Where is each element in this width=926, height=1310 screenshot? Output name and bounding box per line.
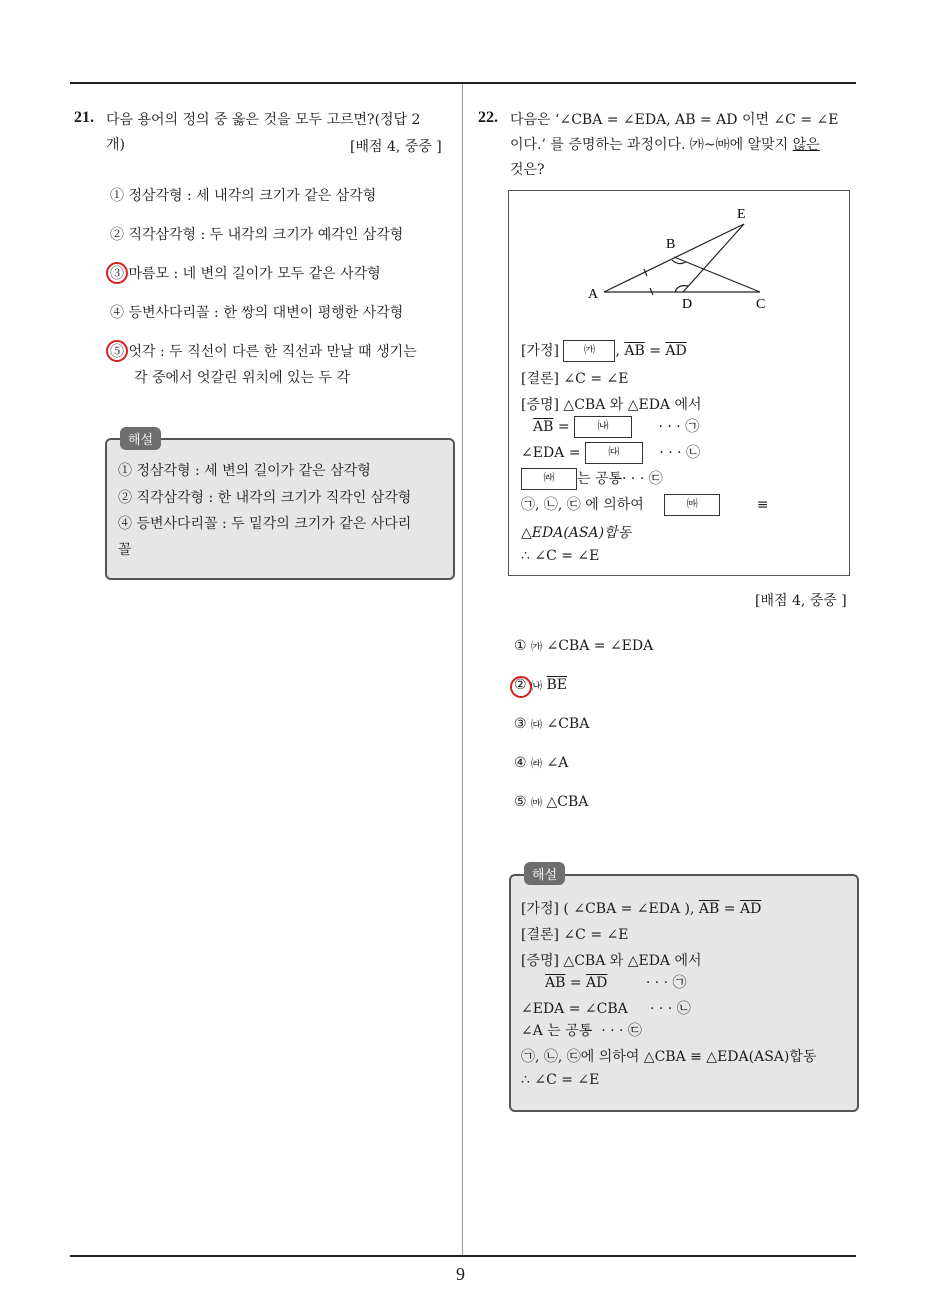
q22-choice-4[interactable] xyxy=(514,755,568,771)
q22-triangle-figure xyxy=(512,196,842,316)
q21-choice-5[interactable]: ⑤ 엇각 : 두 직선이 다른 한 직선과 만날 때 생기는 xyxy=(110,344,417,360)
q21-explanation-tab: 해설 xyxy=(120,427,161,450)
q22-proof-given xyxy=(521,340,687,362)
q21-choice-4[interactable]: ④ 등변사다리꼴 : 한 쌍의 대변이 평행한 사각형 xyxy=(110,305,404,321)
q22-choice-4-text: ∠A xyxy=(546,755,569,771)
q22-proof-line-asa: △EDA(ASA)합동 xyxy=(521,525,632,541)
q22-expl-l1-ab: $\overline{AB}$ xyxy=(545,975,566,991)
blank-ra: ㈑ xyxy=(521,468,577,490)
q22-proof-line-eda xyxy=(521,442,700,464)
proof-mark-2: · · · ㉡ xyxy=(659,445,701,461)
label-A: A xyxy=(588,287,599,302)
q21-text-line2: 개) xyxy=(106,137,125,153)
label-D: D xyxy=(682,297,693,312)
q22-choice-1-num: ① xyxy=(514,638,527,654)
q22-text-line2 xyxy=(510,133,820,157)
given-ab: $\overline{AB}$ xyxy=(624,343,645,359)
q22-choice-1-text: ∠CBA = ∠EDA xyxy=(546,638,654,654)
q22-choice-3-num: ③ xyxy=(514,716,527,732)
proof-mark-1: · · · ㉠ xyxy=(658,419,700,435)
q22-answer-mark-2 xyxy=(510,676,532,698)
q22-explanation-tab: 해설 xyxy=(524,862,565,885)
blank-ga: ㈎ xyxy=(563,340,615,362)
proof-ab-eq: = xyxy=(557,419,570,435)
proof-ab: $\overline{AB}$ xyxy=(533,419,554,435)
q21-answer-mark-5 xyxy=(106,340,128,362)
q22-expl-l1-mark: · · · ㉠ xyxy=(645,975,687,991)
q22-choice-3-tag: ㈐ xyxy=(531,718,543,731)
q22-expl-line-5: ∴ ∠C = ∠E xyxy=(521,1072,600,1088)
q21-expl-line-2: ② 직각삼각형 : 한 내각의 크기가 직각인 삼각형 xyxy=(118,490,412,506)
q21-expl-line-4: 꼴 xyxy=(118,542,132,558)
q21-choice-5-cont: 각 중에서 엇갈린 위치에 있는 두 각 xyxy=(134,370,351,386)
q21-text-line1: 다음 용어의 정의 중 옳은 것을 모두 고르면?(정답 2 xyxy=(106,112,421,128)
q22-proof-therefore: ∴ ∠C = ∠E xyxy=(521,548,600,564)
q22-proof-line-common xyxy=(521,468,663,490)
segment-BC xyxy=(674,257,760,292)
q22-choice-3[interactable] xyxy=(514,716,589,732)
q22-choice-5-num: ⑤ xyxy=(514,794,527,810)
q22-expl-given-ab: $\overline{AB}$ xyxy=(698,901,720,917)
label-C: C xyxy=(756,297,766,312)
q22-expl-given-eq: = xyxy=(723,901,736,917)
q22-proof-head: [증명] △CBA 와 △EDA 에서 xyxy=(521,397,702,413)
q22-choice-2-num: ② xyxy=(514,677,527,693)
given-eq: = xyxy=(649,343,661,359)
q22-number: 22. xyxy=(478,109,498,126)
q21-choice-2[interactable]: ② 직각삼각형 : 두 내각의 크기가 예각인 삼각형 xyxy=(110,227,404,243)
q22-expl-l1-eq: = xyxy=(569,975,582,991)
q22-choice-1[interactable] xyxy=(514,638,653,654)
q22-proof-conclusion: [결론] ∠C = ∠E xyxy=(521,371,629,387)
q21-choice-1[interactable]: ① 정삼각형 : 세 내각의 크기가 같은 삼각형 xyxy=(110,188,377,204)
blank-da: ㈐ xyxy=(585,442,643,464)
q21-number: 21. xyxy=(74,109,94,126)
bottom-rule xyxy=(70,1255,856,1257)
top-rule xyxy=(70,82,856,84)
q22-expl-line-1 xyxy=(545,972,687,992)
q22-text-line1 xyxy=(510,108,838,132)
proof-eda: ∠EDA = xyxy=(521,445,581,461)
proof-common: 는 공통· · · ㉢ xyxy=(577,471,663,487)
q22-choice-4-tag: ㈑ xyxy=(531,757,543,770)
q22-choice-4-num: ④ xyxy=(514,755,527,771)
q22-proof-line-ab xyxy=(533,416,699,438)
q21-score: [배점 4, 중중 ] xyxy=(350,139,442,155)
q22-expl-conclusion: [결론] ∠C = ∠E xyxy=(521,927,629,943)
page-number: 9 xyxy=(456,1264,465,1284)
q22-choice-5-tag: ㈒ xyxy=(531,796,543,809)
proof-by-text: ㉠, ㉡, ㉢ 에 의하여 xyxy=(521,497,644,513)
blank-ma: ㈒ xyxy=(664,494,720,516)
q22-expl-l1-ad: $\overline{AD}$ xyxy=(586,975,608,991)
label-B: B xyxy=(666,237,676,252)
blank-na: ㈏ xyxy=(574,416,632,438)
given-sep: , xyxy=(615,343,620,359)
label-E: E xyxy=(737,207,746,222)
proof-congruent: ≡ xyxy=(756,497,769,513)
q22-proof-line-by xyxy=(521,494,768,516)
q22-text-line2-a: 이다.’ 를 증명하는 과정이다. ㈎~㈒에 알맞지 xyxy=(510,137,793,153)
q22-expl-given-ad: $\overline{AD}$ xyxy=(739,901,762,917)
q22-text-line2-underlined: 않은 xyxy=(792,137,820,153)
q22-expl-line-4: ㉠, ㉡, ㉢에 의하여 △CBA ≡ △EDA(ASA)합동 xyxy=(521,1049,817,1065)
q21-expl-line-1: ① 정삼각형 : 세 변의 길이가 같은 삼각형 xyxy=(118,463,371,479)
q22-expl-line-2: ∠EDA = ∠CBA · · · ㉡ xyxy=(521,1001,691,1017)
q22-choice-1-tag: ㈎ xyxy=(531,640,543,653)
q22-expl-given xyxy=(521,898,761,918)
q21-expl-line-3: ④ 등변사다리꼴 : 두 밑각의 크기가 같은 사다리 xyxy=(118,516,412,532)
q21-answer-mark-3 xyxy=(106,262,128,284)
q21-choice-3[interactable]: ③ 마름모 : 네 변의 길이가 모두 같은 사각형 xyxy=(110,266,381,282)
q22-choice-5[interactable] xyxy=(514,794,588,810)
q22-score: [배점 4, 중중 ] xyxy=(755,593,847,609)
q22-text-line3: 것은? xyxy=(510,162,545,178)
column-divider xyxy=(462,84,463,1256)
q22-expl-given-head: [가정] ( ∠CBA = ∠EDA ), xyxy=(521,901,695,917)
given-label: [가정] xyxy=(521,343,559,359)
q22-choice-3-text: ∠CBA xyxy=(546,716,590,732)
given-ad: $\overline{AD}$ xyxy=(665,343,687,359)
q22-text-line1-content: 다음은 ‘∠CBA = ∠EDA, AB = AD 이면 ∠C = ∠E xyxy=(510,112,839,128)
q22-choice-2-over: $\overline{BE}$ xyxy=(546,677,567,693)
q22-expl-proof-head: [증명] △CBA 와 △EDA 에서 xyxy=(521,953,702,969)
q22-expl-line-3: ∠A 는 공통 · · · ㉢ xyxy=(521,1023,642,1039)
segment-AE xyxy=(604,224,744,292)
q22-choice-5-text: △CBA xyxy=(546,794,589,810)
q22-choice-2-tag: ㈏ xyxy=(531,679,543,692)
